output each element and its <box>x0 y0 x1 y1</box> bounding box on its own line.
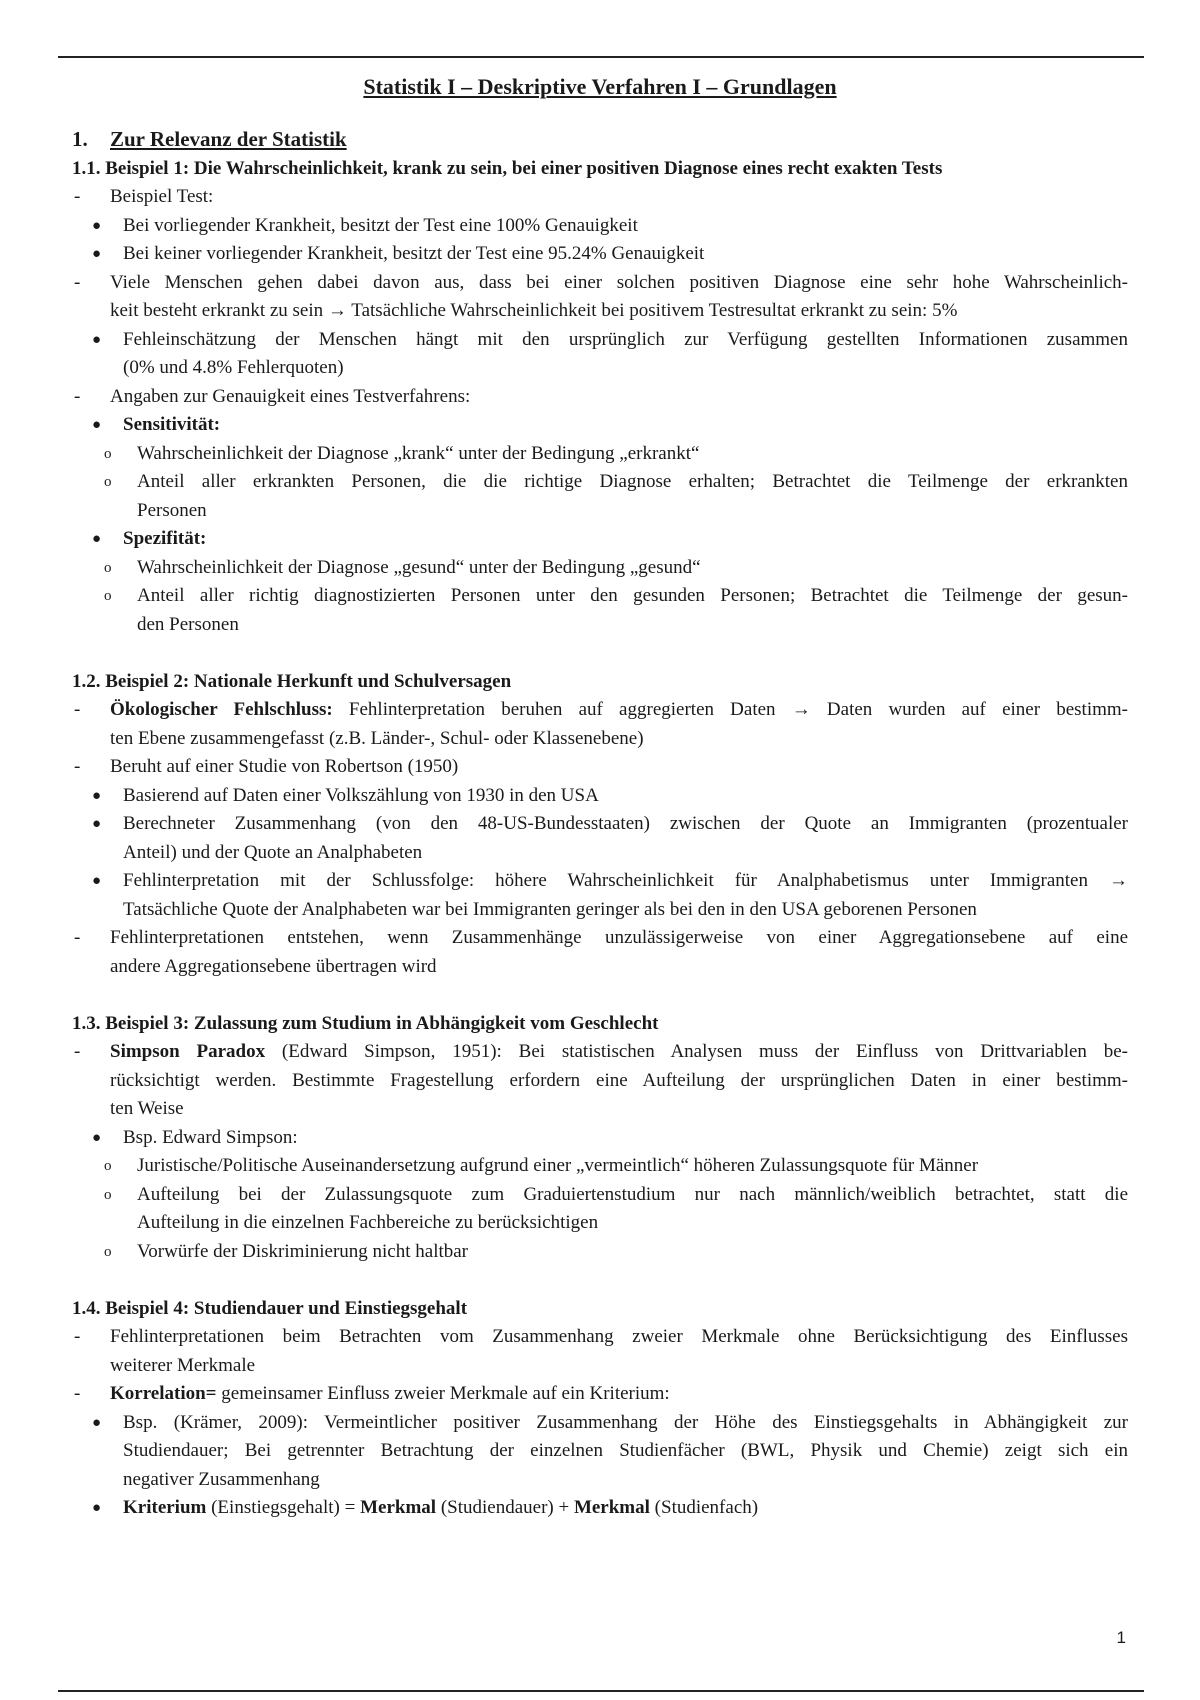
list-item: o Anteil aller erkrankten Personen, die die richtige Diagnose erhalten; Betrachtet die Teilmenge der erkrankten <box>72 468 1128 497</box>
list-item: o Juristische/Politische Auseinandersetzung aufgrund einer „vermeintlich“ höheren Zulassungsquote für Männer <box>72 1152 1128 1181</box>
list-item: - Korrelation= gemeinsamer Einfluss zweier Merkmale auf ein Kriterium: <box>72 1380 1128 1409</box>
list-item: ● Fehleinschätzung der Menschen hängt mit den ursprünglich zur Verfügung gestellten Informationen zusammen <box>72 326 1128 355</box>
list-item: - Viele Menschen gehen dabei davon aus, dass bei einer solchen positiven Diagnose eine sehr hohe Wahrscheinlich- <box>72 269 1128 298</box>
dash-marker: - <box>74 699 81 720</box>
list-item: o Anteil aller richtig diagnostizierten Personen unter den gesunden Personen; Betrachtet die Teilmenge der gesun- <box>72 582 1128 611</box>
bullet-icon: ● <box>92 1500 102 1516</box>
spacer <box>72 639 1128 667</box>
term: Korrelation= <box>110 1383 217 1404</box>
list-item: ● Spezifität: <box>72 525 1128 554</box>
list-item: ● Bei keiner vorliegender Krankheit, besitzt der Test eine 95.24% Genauigkeit <box>72 240 1128 269</box>
bullet-icon: ● <box>92 787 102 804</box>
list-item-continuation: den Personen <box>137 613 239 635</box>
bullet-icon: ● <box>92 873 102 889</box>
spacer <box>72 981 1128 1009</box>
circle-bullet-icon: o <box>104 1186 112 1203</box>
circle-bullet-icon: o <box>104 445 112 462</box>
list-item-continuation: weiterer Merkmale <box>110 1354 256 1376</box>
dash-marker: - <box>74 186 81 207</box>
list-item: o Vorwürfe der Diskriminierung nicht haltbar <box>72 1238 1128 1267</box>
subsection-1-4-heading: 1.4. Beispiel 4: Studiendauer und Einstiegsgehalt <box>72 1298 468 1319</box>
spacer <box>72 1266 1128 1294</box>
list-item: - Beispiel Test: <box>72 183 1128 212</box>
circle-bullet-icon: o <box>104 1243 112 1260</box>
term: Ökologischer Fehlschluss: <box>110 699 333 720</box>
bullet-icon: ● <box>92 417 102 433</box>
page-title: Statistik I – Deskriptive Verfahren I – Grundlagen <box>363 74 837 99</box>
list-item-continuation: ten Weise <box>110 1098 184 1119</box>
list-item: - Beruht auf einer Studie von Robertson (1950) <box>72 753 1128 782</box>
list-item: ● Bei vorliegender Krankheit, besitzt der Test eine 100% Genauigkeit <box>72 212 1128 241</box>
dash-marker: - <box>74 756 81 777</box>
dash-marker: - <box>74 385 81 407</box>
list-item: ● Basierend auf Daten einer Volkszählung von 1930 in den USA <box>72 782 1128 811</box>
top-rule <box>58 56 1144 58</box>
subsection-1-2-heading: 1.2. Beispiel 2: Nationale Herkunft und Schulversagen <box>72 671 512 692</box>
list-item-continuation: keit besteht erkrankt zu sein → Tatsächliche Wahrscheinlichkeit bei positivem Testresultat erkrankt zu sein: 5% <box>110 300 958 321</box>
subsection-1-3-heading: 1.3. Beispiel 3: Zulassung zum Studium in Abhängigkeit vom Geschlecht <box>72 1013 659 1034</box>
list-item: ● Fehlinterpretation mit der Schlussfolge: höhere Wahrscheinlichkeit für Analphabetismus unter Immigranten → <box>72 867 1128 896</box>
dash-marker: - <box>74 927 81 948</box>
list-item-continuation: Personen <box>137 499 207 521</box>
list-item: - Fehlinterpretationen entstehen, wenn Zusammenhänge unzulässigerweise von einer Aggregationsebene auf eine <box>72 924 1128 953</box>
list-item-continuation: ten Ebene zusammengefasst (z.B. Länder-, Schul- oder Klassenebene) <box>110 727 644 749</box>
list-item: ● Bsp. Edward Simpson: <box>72 1124 1128 1153</box>
bullet-icon: ● <box>92 217 102 234</box>
bottom-rule <box>58 1690 1144 1692</box>
list-item-continuation: andere Aggregationsebene übertragen wird <box>110 955 437 977</box>
list-item: ● Sensitivität: <box>72 411 1128 440</box>
list-item: o Wahrscheinlichkeit der Diagnose „gesund“ unter der Bedingung „gesund“ <box>72 554 1128 583</box>
page-number: 1 <box>1116 1628 1126 1647</box>
circle-bullet-icon: o <box>104 588 112 604</box>
bullet-icon: ● <box>92 531 102 547</box>
bullet-icon: ● <box>92 246 102 262</box>
list-item-continuation: Anteil) und der Quote an Analphabeten <box>123 841 423 863</box>
list-item: - Fehlinterpretationen beim Betrachten vom Zusammenhang zweier Merkmale ohne Berücksichtigung des Einflusses <box>72 1323 1128 1352</box>
bullet-icon: ● <box>92 816 102 832</box>
list-item: ● Bsp. (Krämer, 2009): Vermeintlicher positiver Zusammenhang der Höhe des Einstiegsgehalts in Abhängigkeit zur <box>72 1409 1128 1438</box>
circle-bullet-icon: o <box>104 1158 112 1174</box>
list-item: - Angaben zur Genauigkeit eines Testverfahrens: <box>72 383 1128 412</box>
list-item: - Ökologischer Fehlschluss: Fehlinterpretation beruhen auf aggregierten Daten → Daten wurden auf einer bestimm- <box>72 696 1128 725</box>
bullet-icon: ● <box>92 331 102 348</box>
list-item: ● Berechneter Zusammenhang (von den 48-US-Bundesstaaten) zwischen der Quote an Immigranten (prozentualer <box>72 810 1128 839</box>
list-item: - Simpson Paradox (Edward Simpson, 1951): Bei statistischen Analysen muss der Einfluss von Drittvariablen be- <box>72 1038 1128 1067</box>
subsection-1-1-heading: 1.1. Beispiel 1: Die Wahrscheinlichkeit, krank zu sein, bei einer positiven Diagnose eines recht exakten Tests <box>72 158 943 179</box>
section-title: Zur Relevanz der Statistik <box>110 127 347 151</box>
dash-marker: - <box>74 1041 81 1062</box>
bullet-icon: ● <box>92 1414 102 1431</box>
list-item: o Aufteilung bei der Zulassungsquote zum Graduiertenstudium nur nach männlich/weiblich betrachtet, statt die <box>72 1181 1128 1210</box>
list-item-continuation: rücksichtigt werden. Bestimmte Fragestellung erfordern eine Aufteilung der ursprünglichen Daten in einer bestimm- <box>110 1069 1128 1091</box>
bullet-icon: ● <box>92 1129 102 1146</box>
document-body <box>72 124 1128 1523</box>
dash-marker: - <box>74 271 81 293</box>
dash-marker: - <box>74 1326 81 1347</box>
section-number: 1. <box>72 127 88 151</box>
list-item: o Wahrscheinlichkeit der Diagnose „krank“ unter der Bedingung „erkrankt“ <box>72 440 1128 469</box>
term: Simpson Paradox <box>110 1041 266 1062</box>
list-item-continuation: (0% und 4.8% Fehlerquoten) <box>123 357 344 378</box>
circle-bullet-icon: o <box>104 559 112 576</box>
dash-marker: - <box>74 1383 81 1404</box>
list-item-continuation: negativer Zusammenhang <box>123 1468 320 1490</box>
section-1-heading <box>72 124 1128 154</box>
circle-bullet-icon: o <box>104 474 112 490</box>
list-item-continuation: Aufteilung in die einzelnen Fachbereiche zu berücksichtigen <box>137 1212 599 1233</box>
list-item-continuation: Tatsächliche Quote der Analphabeten war bei Immigranten geringer als bei den in den USA geborenen Personen <box>123 898 977 920</box>
formula-item: ● Kriterium (Einstiegsgehalt) = Merkmal (Studiendauer) + Merkmal (Studienfach) <box>72 1494 1128 1523</box>
list-item-continuation: Studiendauer; Bei getrennter Betrachtung der einzelnen Studienfächer (BWL, Physik und Chemie) zeigt sich ein <box>123 1440 1128 1461</box>
